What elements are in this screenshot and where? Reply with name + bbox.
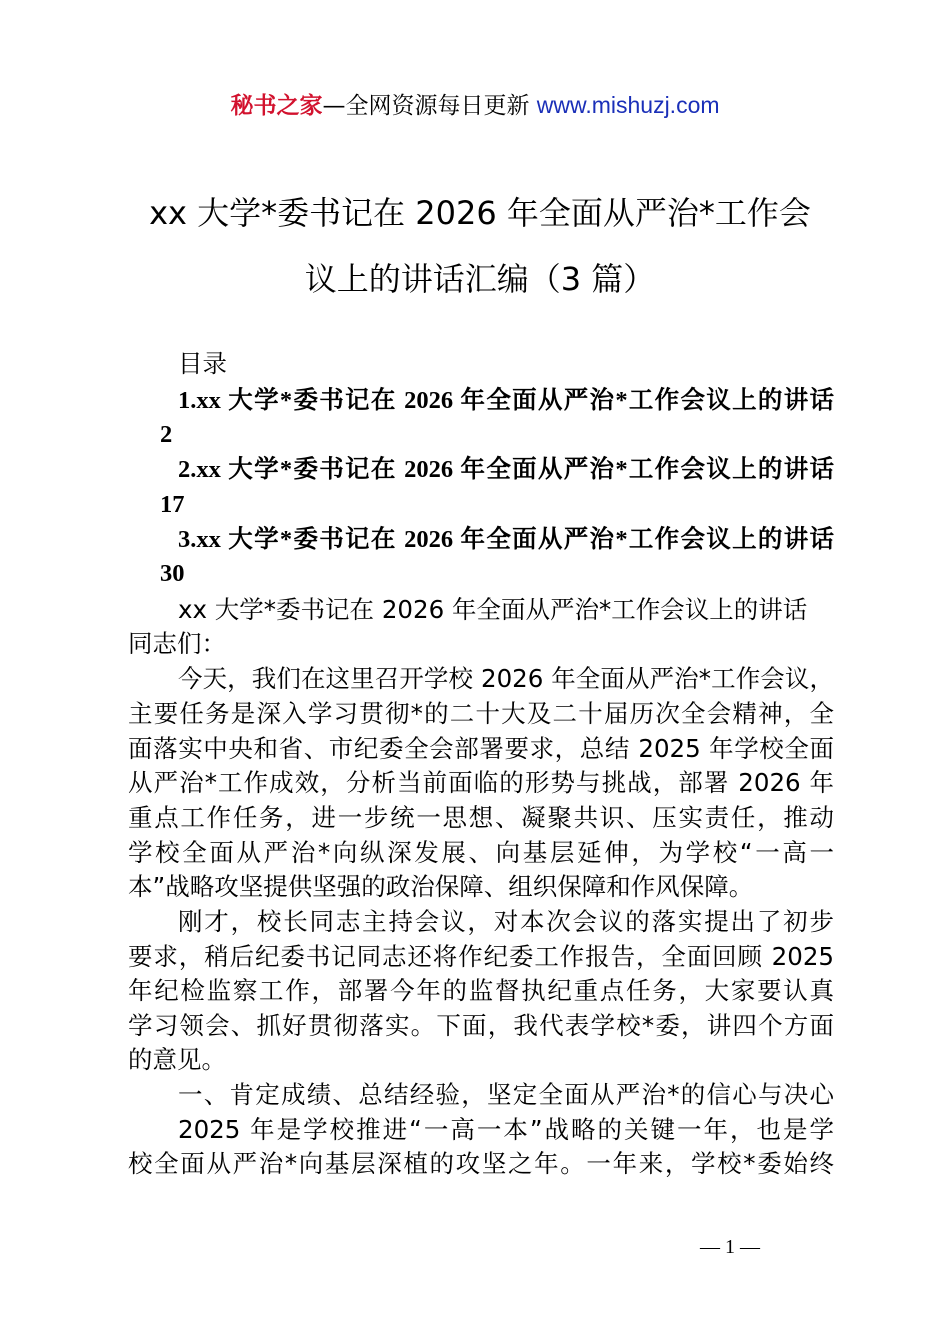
toc-item-2-page: 17 <box>160 491 185 518</box>
paragraph-line: 校全面从严治*向基层深植的攻坚之年。一年来，学校*委始终 <box>128 1149 834 1178</box>
paragraph-line: 重点工作任务，进一步统一思想、凝聚共识、压实责任，推动 <box>128 803 834 832</box>
paragraph-line: 本”战略攻坚提供坚强的政治保障、组织保障和作风保障。 <box>128 872 754 901</box>
toc-item-2[interactable]: 2.xx 大学*委书记在 2026 年全面从严治*工作会议上的讲话 <box>178 456 834 483</box>
paragraph-line: 主要任务是深入学习贯彻*的二十大及二十届历次全会精神，全 <box>128 699 834 728</box>
toc-item-1-page: 2 <box>160 421 173 448</box>
paragraph-line: 今天，我们在这里召开学校 2026 年全面从严治*工作会议， <box>178 664 834 693</box>
document-title-line-1: xx 大学*委书记在 2026 年全面从严治*工作会 <box>149 194 811 232</box>
toc-item-3[interactable]: 3.xx 大学*委书记在 2026 年全面从严治*工作会议上的讲话 <box>178 526 834 553</box>
site-banner <box>0 88 950 123</box>
paragraph-line: 学习领会、抓好贯彻落实。下面，我代表学校*委，讲四个方面 <box>128 1011 834 1040</box>
paragraph-line: 年纪检监察工作，部署今年的监督执纪重点任务，大家要认真 <box>128 976 834 1005</box>
page-number: — 1 — <box>700 1236 760 1258</box>
speech-heading: xx 大学*委书记在 2026 年全面从严治*工作会议上的讲话 <box>178 595 808 624</box>
section-heading: 一、肯定成绩、总结经验，坚定全面从严治*的信心与决心 <box>178 1080 834 1109</box>
paragraph-line: 要求，稍后纪委书记同志还将作纪委工作报告，全面回顾 2025 <box>128 942 834 971</box>
toc-heading: 目录 <box>178 349 227 378</box>
toc-item-1[interactable]: 1.xx 大学*委书记在 2026 年全面从严治*工作会议上的讲话 <box>178 387 834 414</box>
paragraph-line: 从严治*工作成效，分析当前面临的形势与挑战，部署 2026 年 <box>128 768 834 797</box>
document-title-line-2: 议上的讲话汇编（3 篇） <box>304 260 656 298</box>
salutation: 同志们： <box>128 629 226 658</box>
paragraph-line: 2025 年是学校推进“一高一本”战略的关键一年，也是学 <box>178 1115 834 1144</box>
brand-name: 秘书之家 <box>230 93 323 119</box>
paragraph-line: 面落实中央和省、市纪委全会部署要求，总结 2025 年学校全面 <box>128 734 834 763</box>
toc-item-3-page: 30 <box>160 560 185 587</box>
banner-slogan: —全网资源每日更新 <box>322 93 530 119</box>
paragraph-line: 的意见。 <box>128 1045 226 1074</box>
paragraph-line: 学校全面从严治*向纵深发展、向基层延伸，为学校“一高一 <box>128 838 834 867</box>
site-url-link[interactable]: www.mishuzj.com <box>536 92 720 118</box>
paragraph-line: 刚才，校长同志主持会议，对本次会议的落实提出了初步 <box>178 907 834 936</box>
